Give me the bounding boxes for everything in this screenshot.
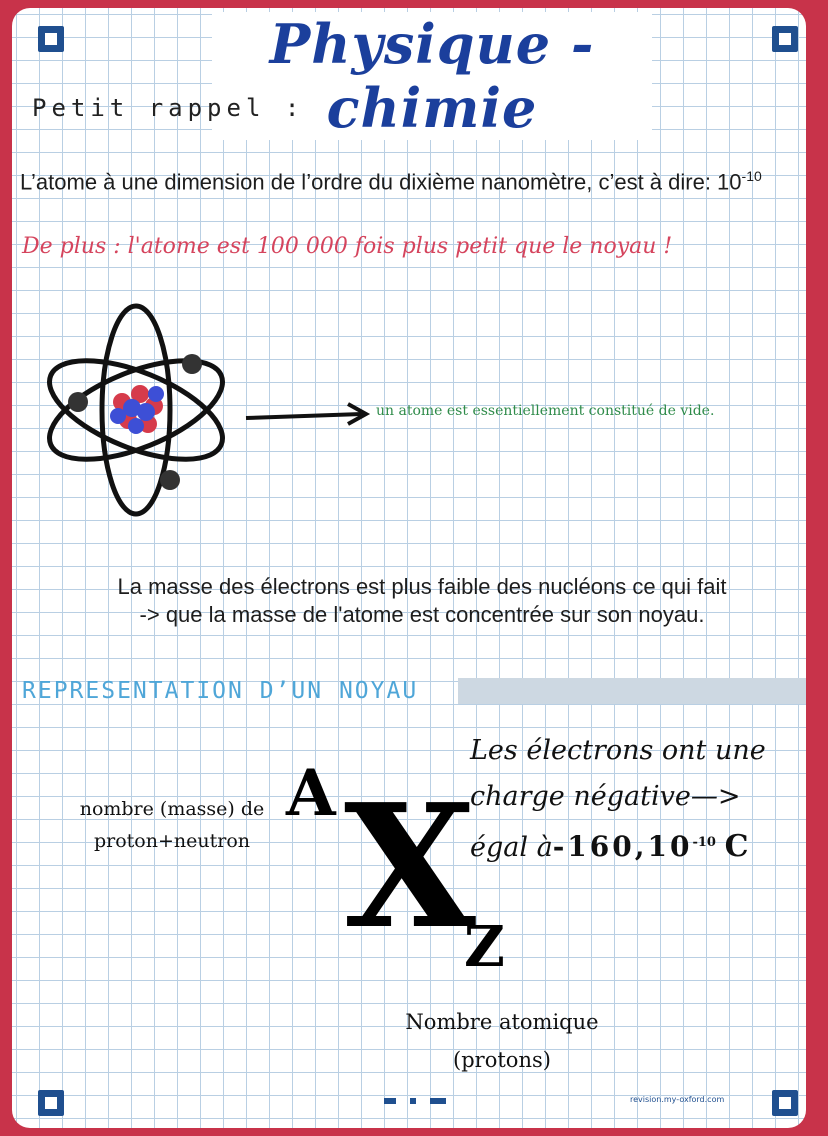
mass-paragraph — [42, 573, 802, 629]
charge-value: -160,10 — [552, 830, 693, 863]
mass-label-line-2: proton+neutron — [93, 830, 251, 852]
atomic-number-label — [352, 1003, 652, 1079]
heading-bar — [458, 678, 806, 704]
mass-line-2: -> que la masse de l'atome est concentrée sur son noyau. — [139, 602, 705, 627]
symbol-a: A — [286, 756, 336, 831]
atom-note: un atome est essentiellement constitué de vide. — [376, 403, 715, 419]
corner-marker-icon — [38, 1090, 64, 1116]
note-sheet — [12, 8, 806, 1128]
corner-marker-icon — [772, 26, 798, 52]
charge-line-3 — [470, 820, 806, 871]
mass-number-label — [52, 793, 292, 857]
atomic-label-line-2: (protons) — [453, 1048, 551, 1072]
page-title: Physique -chimie — [212, 12, 652, 140]
charge-line-1: Les électrons ont une — [470, 735, 766, 766]
footer-dot — [410, 1098, 416, 1104]
footer-dot — [384, 1098, 396, 1104]
symbol-x: X — [344, 767, 476, 967]
charge-exponent: -10 — [692, 835, 716, 850]
dimension-exponent: -10 — [741, 168, 762, 184]
charge-unit: C — [724, 829, 749, 864]
rappel-heading: Petit rappel : — [32, 94, 305, 122]
representation-heading: REPRESENTATION D’UN NOYAU — [22, 678, 419, 704]
mass-line-1: La masse des électrons est plus faible des nucléons ce qui fait — [117, 574, 727, 599]
dimension-paragraph — [20, 158, 804, 200]
corner-marker-icon — [38, 26, 64, 52]
charge-line-2: charge négative—> — [470, 781, 741, 812]
electron-charge-note — [470, 728, 806, 871]
footer-url: revision.my-oxford.com — [630, 1095, 725, 1104]
symbol-z: Z — [464, 914, 505, 980]
footer-dot — [430, 1098, 446, 1104]
charge-prefix: égal à — [470, 832, 553, 863]
atomic-label-line-1: Nombre atomique — [405, 1010, 599, 1034]
mass-label-line-1: nombre (masse) de — [79, 798, 265, 820]
corner-marker-icon — [772, 1090, 798, 1116]
atom-icon — [36, 298, 386, 528]
de-plus-note: De plus : l'atome est 100 000 fois plus petit que le noyau ! — [22, 234, 673, 259]
dimension-text: L’atome à une dimension de l’ordre du dixième nanomètre, c’est à dire: 10 — [20, 169, 742, 195]
